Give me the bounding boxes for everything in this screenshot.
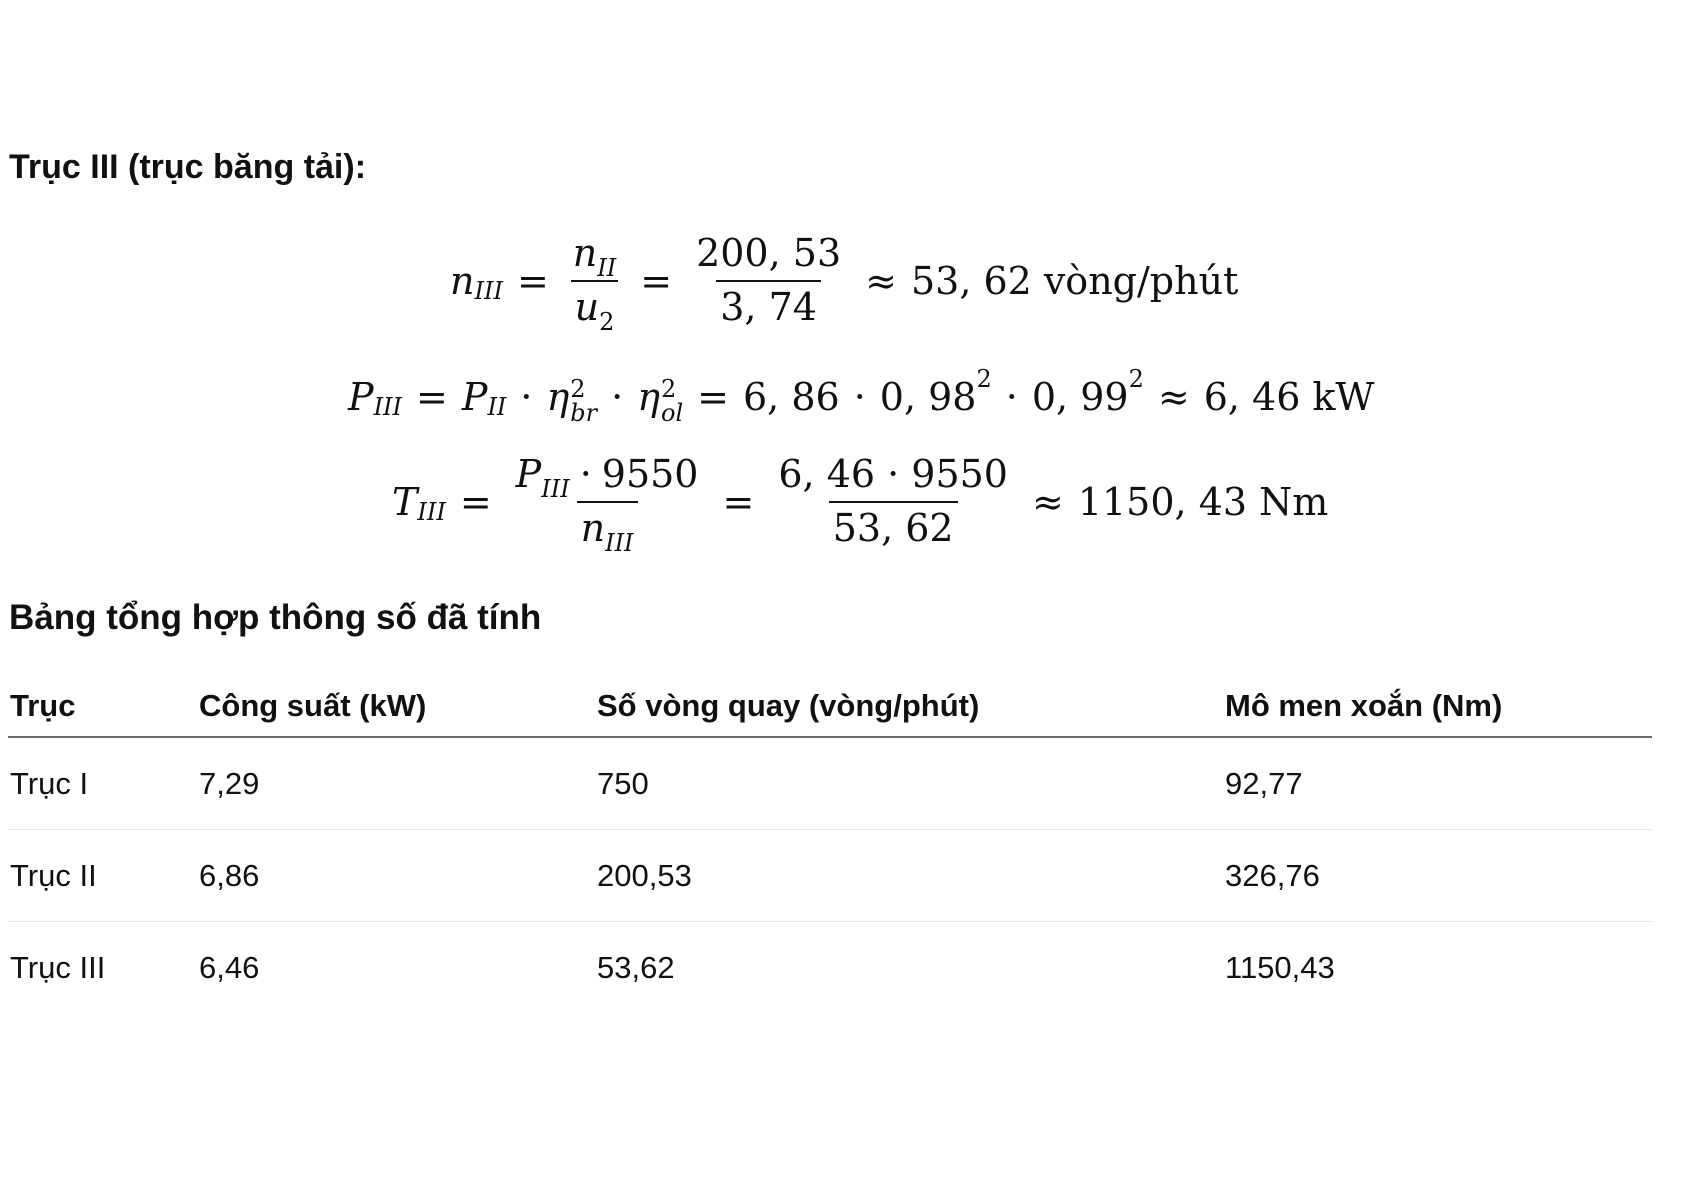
t3-fraction-numeric: [774, 452, 1012, 550]
p3-result: 6, 46: [1203, 375, 1301, 419]
n3-denominator-value: 3, 74: [716, 280, 821, 328]
p3-power: 2: [976, 365, 992, 393]
p3-value-3: 0, 99: [1031, 375, 1129, 419]
n3-den-subscript: 2: [599, 308, 615, 336]
summary-title: Bảng tổng hợp thông số đã tính: [9, 598, 542, 637]
n3-lhs-symbol: n: [450, 259, 475, 303]
n3-fraction-symbolic: [569, 231, 620, 336]
eta-ol-subscript: ol: [661, 399, 684, 427]
equals-sign: =: [722, 480, 755, 524]
table-cell-shaft: Trục I: [10, 765, 89, 801]
p3-value-1: 6, 86: [742, 375, 840, 419]
table-row: [8, 922, 1652, 1013]
n3-unit: vòng/phút: [1043, 259, 1239, 303]
t3-num-subscript: III: [541, 475, 570, 504]
t3-den-subscript: III: [605, 529, 634, 557]
t3-lhs-symbol: T: [392, 480, 418, 524]
t3-denominator-value: 53, 62: [829, 501, 958, 549]
p3-power: 2: [1128, 365, 1144, 393]
table-cell-shaft: Trục III: [10, 949, 106, 985]
table-cell-speed: 200,53: [597, 857, 692, 893]
table-cell-power: 6,46: [199, 949, 260, 985]
p3-p-symbol: P: [461, 375, 488, 419]
t3-num-symbol: P: [515, 452, 542, 497]
t3-unit: Nm: [1259, 480, 1329, 524]
table-cell-power: 7,29: [199, 765, 260, 801]
equals-sign: =: [640, 259, 673, 303]
multiply-dot: ·: [1005, 375, 1018, 419]
multiply-dot: ·: [520, 375, 533, 419]
table-cell-speed: 750: [597, 765, 649, 801]
formula-t3: [392, 447, 1328, 557]
p3-value-2: 0, 98: [879, 375, 977, 419]
table-cell-power: 6,86: [199, 857, 260, 893]
multiply-dot: ·: [611, 375, 624, 419]
multiply-dot: ·: [579, 452, 592, 497]
equals-sign: =: [416, 375, 448, 419]
p3-unit: kW: [1312, 375, 1375, 419]
approx-sign: ≈: [1031, 480, 1064, 524]
n3-num-symbol: n: [572, 231, 598, 276]
eta-symbol: η: [637, 375, 661, 419]
table-row: [8, 830, 1652, 922]
n3-result: 53, 62: [910, 259, 1032, 303]
eta-br-subscript: br: [570, 399, 598, 427]
column-header-speed: Số vòng quay (vòng/phút): [597, 688, 980, 723]
formula-p3: [348, 366, 1374, 428]
equals-sign: =: [697, 375, 729, 419]
p3-lhs-symbol: P: [348, 375, 374, 419]
column-header-shaft: Trục: [10, 688, 76, 723]
table-cell-speed: 53,62: [597, 949, 675, 985]
formula-n3: [450, 226, 1238, 336]
n3-lhs-subscript: III: [474, 277, 503, 305]
column-header-torque: Mô men xoắn (Nm): [1225, 688, 1503, 723]
n3-num-subscript: II: [597, 254, 617, 283]
t3-result: 1150, 43: [1077, 480, 1248, 524]
approx-sign: ≈: [865, 259, 897, 303]
eta-power: 2: [570, 375, 586, 403]
n3-numerator-value: 200, 53: [696, 231, 842, 276]
n3-fraction-numeric: [692, 231, 845, 329]
p3-lhs-subscript: III: [373, 393, 403, 421]
p3-p-subscript: II: [487, 393, 507, 421]
eta-symbol: η: [546, 375, 570, 419]
column-header-power: Công suất (kW): [199, 688, 427, 723]
t3-num-constant: 9550: [601, 452, 699, 497]
approx-sign: ≈: [1157, 375, 1190, 419]
table-cell-torque: 326,76: [1225, 857, 1320, 893]
multiply-dot: ·: [853, 375, 866, 419]
table-row: [8, 738, 1652, 830]
table-cell-shaft: Trục II: [10, 857, 97, 893]
eta-power: 2: [661, 375, 677, 403]
equals-sign: =: [459, 480, 492, 524]
t3-numerator-value: 6, 46 · 9550: [778, 452, 1008, 497]
equals-sign: =: [516, 259, 549, 303]
t3-fraction-symbolic: [512, 452, 703, 557]
n3-den-symbol: u: [574, 285, 600, 329]
section-title: Trục III (trục băng tải):: [9, 148, 367, 186]
t3-den-symbol: n: [580, 506, 606, 550]
summary-table: [8, 660, 1652, 1013]
table-header-row: [8, 660, 1652, 738]
table-cell-torque: 92,77: [1225, 765, 1303, 801]
t3-lhs-subscript: III: [417, 498, 446, 526]
table-cell-torque: 1150,43: [1225, 949, 1335, 985]
